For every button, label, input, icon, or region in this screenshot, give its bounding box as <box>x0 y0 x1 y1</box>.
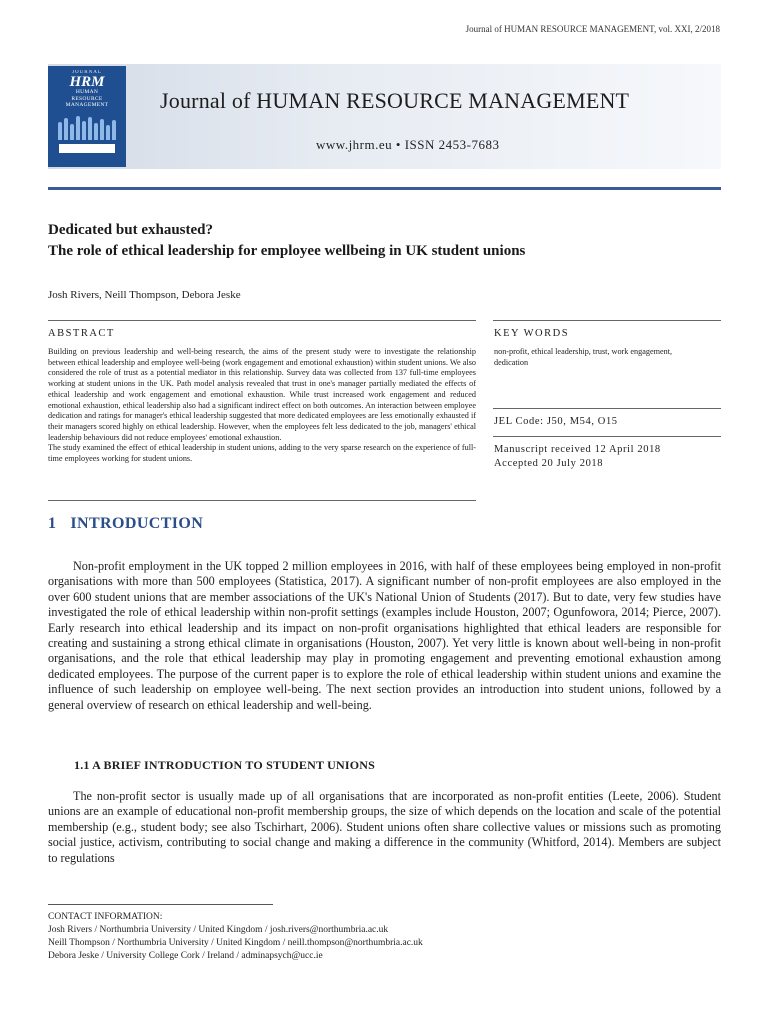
contact-line: Josh Rivers / Northumbria University / United Kingdom / josh.rivers@northumbria.ac.uk <box>48 925 389 935</box>
section-heading <box>48 515 203 533</box>
article-title <box>48 220 525 262</box>
manuscript-accepted: Accepted 20 July 2018 <box>494 458 604 469</box>
paragraph-text: The non-profit sector is usually made up of all organisations that are incorporated as non-profit entities (Leete, 2006). Student unions are an example of educational non-profit membership groups, the size of which depends on the location and scale of the potential membership (e.g., student body; see also Tschirhart, 2006). Student unions often share collective values or missions such as promoting social justice, activism, contributing to social change and making a difference in the community (Whitford, 2014). Members are subject to regulations <box>48 789 721 865</box>
manuscript-rule <box>493 436 721 437</box>
keywords-text: non-profit, ethical leadership, trust, work engagement, dedication <box>494 347 673 367</box>
people-icon <box>48 114 126 140</box>
intro-paragraph-1 <box>48 559 721 713</box>
abstract-paragraph: Building on previous leadership and well-being research, the aims of the present study were to investigate the relationship between ethical leadership and employee well-being (work engagement and emotional exhaustion) within student unions. We also considered the role of trust as a potential mediator in this relationship. Survey data was collected from 137 full-time employees working at student unions in the UK. Path model analysis revealed that trust in one's manager partially mediated the effects of ethical leadership and work engagement and emotional exhaustion. While trust increased work engagement and reduced emotional exhaustion, ethical leadership also had a significant indirect effect on both outcomes. An interaction between employee dedication and ratings for manager's ethical leadership suggested that more dedicated employees are less emotionally exhausted if their managers scored highly on ethical leadership. However, when the employees felt less dedicated to the job, managers' ethical leadership behaviours did not reduce employees' emotional exhaustion. <box>48 347 476 442</box>
logo-hrm-text: HRM <box>69 74 105 90</box>
section-title: INTRODUCTION <box>70 515 204 532</box>
contact-line: Neill Thompson / Northumbria University / United Kingdom / neill.thompson@northumbria.ac.uk <box>48 938 423 948</box>
journal-banner <box>48 64 721 169</box>
logo-small-text: JOURNAL <box>72 70 102 75</box>
contact-line: Debora Jeske / University College Cork / Ireland / adminapsych@ucc.ie <box>48 951 323 961</box>
journal-logo <box>48 66 126 167</box>
intro-paragraph-2 <box>48 789 721 866</box>
logo-line-1: HUMAN <box>75 89 99 95</box>
journal-title: Journal of HUMAN RESOURCE MANAGEMENT <box>160 88 630 113</box>
section-number: 1 <box>48 515 57 532</box>
journal-subtitle: www.jhrm.eu • ISSN 2453-7683 <box>316 137 500 152</box>
article-authors: Josh Rivers, Neill Thompson, Debora Jeske <box>48 289 241 301</box>
jel-rule <box>493 408 721 409</box>
abstract-top-rule <box>48 320 476 321</box>
abstract-text <box>48 347 476 465</box>
article-title-line-1: Dedicated but exhausted? <box>48 222 214 238</box>
keywords-top-rule <box>493 320 721 321</box>
logo-line-3: MANAGEMENT <box>65 102 109 108</box>
header-divider <box>48 187 721 190</box>
contact-label: CONTACT INFORMATION: <box>48 912 163 922</box>
keywords-label: KEY WORDS <box>494 328 570 339</box>
contact-information <box>48 911 423 963</box>
subsection-heading: 1.1 A BRIEF INTRODUCTION TO STUDENT UNIONS <box>74 758 376 772</box>
paragraph-text: Non-profit employment in the UK topped 2 million employees in 2016, with half of these employees being employed in non-profit organisations with more than 500 employees (Statistica, 2017). A significant number of non-profit employees are also employed in the over 600 student unions that are member associations of the UK's National Union of Students (2017). But to date, very few studies have investigated the role of ethical leadership within non-profit settings (examples include Houston, 2007; Ogunfowora, 2014; Pierce, 2007). Early research into ethical leadership and its impact on non-profit organisations highlighted that ethical leaders are responsible for creating and sustaining a strong ethical climate in organisations (Houston, 2007). Yet very little is known about well-being in non-profit organisations, and the role that ethical leadership may play in promoting engagement and preventing emotional exhaustion among dedicated employees. The purpose of the current paper is to explore the role of ethical leadership within student unions and examine the influence of such leadership on employee well-being. The next section provides an introduction into student unions, followed by a general overview of research on ethical leadership and well-being. <box>48 559 721 712</box>
article-title-line-2: The role of ethical leadership for employee wellbeing in UK student unions <box>48 243 526 259</box>
footnote-rule <box>48 904 273 905</box>
jel-code: JEL Code: J50, M54, O15 <box>494 416 618 427</box>
abstract-bottom-rule <box>48 500 476 501</box>
logo-line-2: RESOURCE <box>71 95 103 102</box>
manuscript-received: Manuscript received 12 April 2018 <box>494 444 661 455</box>
logo-footer-bar <box>59 144 115 153</box>
running-head: Journal of HUMAN RESOURCE MANAGEMENT, vol. XXI, 2/2018 <box>465 24 720 34</box>
abstract-label: ABSTRACT <box>48 328 115 339</box>
abstract-paragraph-2: The study examined the effect of ethical leadership in student unions, adding to the very sparse research on the experience of full-time employees working for student unions. <box>48 443 476 464</box>
